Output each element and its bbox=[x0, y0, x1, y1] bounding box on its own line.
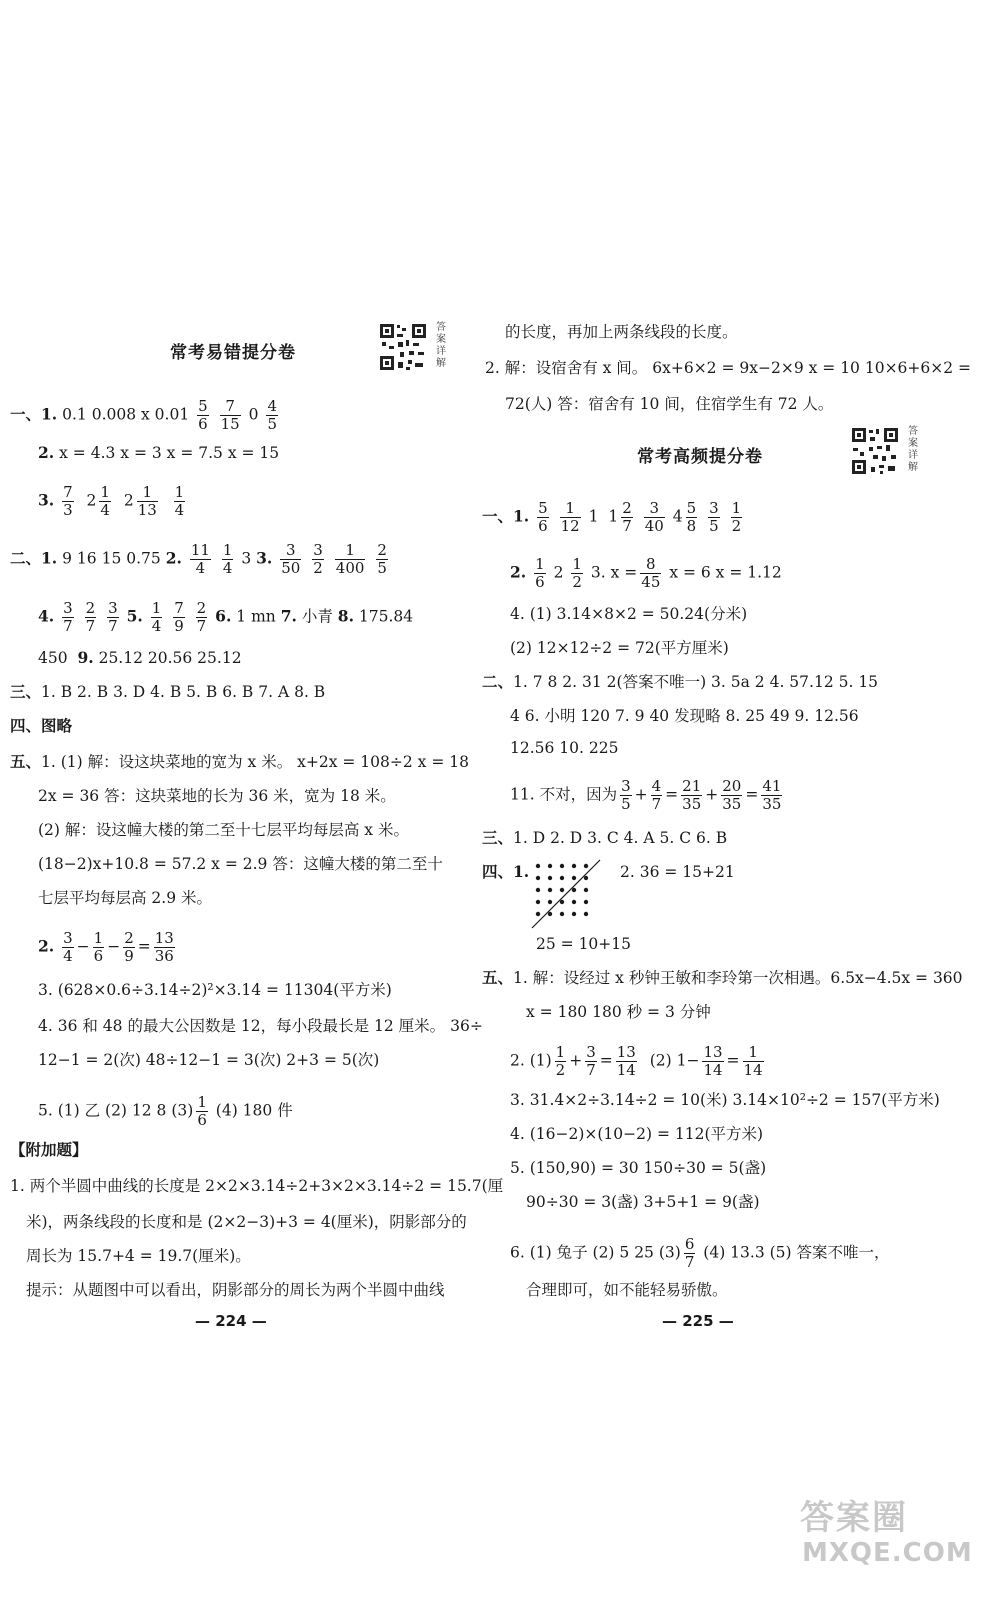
left-s5-q4a: 4. 36 和 48 的最大公因数是 12，每小段最长是 12 厘米。 36÷ bbox=[38, 1017, 483, 1035]
right-s4-caption: 25 = 10+15 bbox=[536, 935, 631, 953]
right-qr-label: 答案详解 bbox=[908, 426, 918, 473]
right-s4-q1: 四、1. bbox=[482, 862, 530, 881]
right-s1-line3: 4. (1) 3.14×8×2 = 50.24(分米) bbox=[510, 605, 748, 623]
right-s1-line1: 一、1. $\frac{5}{6}$ $\frac{1}{12}$ 1 1 $\frac{2}{7}$ $\frac{3}{40}$ 4 $\frac{5}{8}$ $\frac{3}{5}$ $\frac{1}{2}$ bbox=[482, 499, 742, 535]
right-s5-l8: 6. (1) 兔子 (2) 5 25 (3) $\frac{6}{7}$ (4) 13.3 (5) 答案不唯一， bbox=[510, 1235, 890, 1271]
right-s2-line2: 4 6. 小明 120 7. 9 40 发现略 8. 25 49 9. 12.56 bbox=[510, 707, 859, 725]
left-extra-l3: 周长为 15.7+4 = 19.7(厘米)。 bbox=[26, 1247, 251, 1265]
qr-code-icon bbox=[378, 322, 428, 372]
right-s1-line2: 2. $\frac{1}{6}$ 2 $\frac{1}{2}$ 3. x = $\frac{8}{45}$ x = 6 x = 1.12 bbox=[510, 555, 782, 591]
right-s4-q2: 2. 36 = 15+21 bbox=[620, 863, 735, 881]
right-s5-l7: 90÷30 = 3(盏) 3+5+1 = 9(盏) bbox=[526, 1193, 760, 1211]
left-extra-l4: 提示：从题图中可以看出，阴影部分的周长为两个半圆中曲线 bbox=[26, 1281, 445, 1299]
right-s3: 三、1. D 2. D 3. C 4. A 5. C 6. B bbox=[482, 828, 728, 847]
right-s2-line4: 11. 不对，因为 $\frac{3}{5}$ + $\frac{4}{7}$ = $\frac{21}{35}$ + $\frac{20}{35}$ = $\frac{41}{35}$ bbox=[510, 777, 782, 813]
right-title: 常考高频提分卷 bbox=[637, 447, 763, 467]
left-s5-q1d: (18−2)x+10.8 = 57.2 x = 2.9 答：这幢大楼的第二至十 bbox=[38, 855, 443, 873]
right-s5-l1: 五、1. 解：设经过 x 秒钟王敏和李玲第一次相遇。6.5x−4.5x = 360 bbox=[482, 968, 963, 987]
left-s5-q3: 3. (628×0.6÷3.14÷2)²×3.14 = 11304(平方米) bbox=[38, 981, 392, 999]
left-s2-line2: 4. $\frac{3}{7}$ $\frac{2}{7}$ $\frac{3}{7}$ 5. $\frac{1}{4}$ $\frac{7}{9}$ $\frac{2}{7}$ 6. 1 mn 7. 小青 8. 175.84 bbox=[38, 599, 414, 635]
right-s2-line3: 12.56 10. 225 bbox=[510, 739, 619, 757]
left-s5-q2: 2. $\frac{3}{4}$ − $\frac{1}{6}$ − $\frac{2}{9}$ = $\frac{13}{36}$ bbox=[38, 929, 174, 965]
left-page-number: — 224 — bbox=[195, 1312, 267, 1330]
right-s5-l5: 4. (16−2)×(10−2) = 112(平方米) bbox=[510, 1125, 764, 1143]
right-top1: 的长度，再加上两条线段的长度。 bbox=[505, 323, 738, 341]
left-extra-title: 【附加题】 bbox=[10, 1140, 88, 1159]
watermark-line2: MXQE.COM bbox=[802, 1538, 973, 1568]
left-extra-l1: 1. 两个半圆中曲线的长度是 2×2×3.14÷2+3×2×3.14÷2 = 15.7(厘 bbox=[10, 1177, 504, 1195]
right-s2-line1: 二、1. 7 8 2. 31 2(答案不唯一) 3. 5a 2 4. 57.12 5. 15 bbox=[482, 672, 879, 691]
right-s5-l6: 5. (150,90) = 30 150÷30 = 5(盏) bbox=[510, 1159, 767, 1177]
left-s1-q3: 3. $\frac{7}{3}$ 2 $\frac{1}{4}$ 2 $\frac{1}{13}$ $\frac{1}{4}$ bbox=[38, 483, 185, 519]
left-s5-q1a: 五、1. (1) 解：设这块菜地的宽为 x 米。 x+2x = 108÷2 x = 18 bbox=[10, 752, 469, 771]
left-s1-q1: 一、1. 0.1 0.008 x 0.01 $\frac{5}{6}$ $\frac{7}{15}$ 0 $\frac{4}{5}$ bbox=[10, 397, 278, 433]
fraction: $\frac{5}{6}$ bbox=[198, 397, 208, 433]
right-s5-l2: x = 180 180 秒 = 3 分钟 bbox=[526, 1003, 711, 1021]
right-page-number: — 225 — bbox=[662, 1312, 734, 1330]
right-s1-line4: (2) 12×12÷2 = 72(平方厘米) bbox=[510, 639, 729, 657]
fraction: $\frac{7}{15}$ bbox=[220, 397, 240, 433]
right-top2: 2. 解：设宿舍有 x 间。 6x+6×2 = 9x−2×9 x = 10 10×6+6×2 = bbox=[485, 359, 972, 377]
left-s4: 四、图略 bbox=[10, 716, 73, 735]
right-s5-l9: 合理即可，如不能轻易骄傲。 bbox=[526, 1281, 728, 1299]
left-extra-l2: 米)，两条线段的长度和是 (2×2−3)+3 = 4(厘米)，阴影部分的 bbox=[26, 1213, 467, 1231]
qr-code-icon bbox=[850, 426, 900, 476]
dot-grid-figure bbox=[530, 858, 606, 934]
watermark bbox=[800, 1490, 990, 1590]
right-page bbox=[482, 0, 1000, 1600]
watermark-line1: 答案圈 bbox=[800, 1498, 908, 1538]
right-s5-l3: 2. (1) $\frac{1}{2}$ + $\frac{3}{7}$ = $\frac{13}{14}$ (2) 1− $\frac{13}{14}$ = $\frac{1}{14}$ bbox=[510, 1043, 763, 1079]
left-s2-line3: 450 9. 25.12 20.56 25.12 bbox=[38, 648, 242, 667]
left-qr-label: 答案详解 bbox=[436, 322, 446, 369]
left-s5-q1c: (2) 解：设这幢大楼的第二至十七层平均每层高 x 米。 bbox=[38, 821, 409, 839]
left-s1-q2: 2. x = 4.3 x = 3 x = 7.5 x = 15 bbox=[38, 443, 280, 462]
left-s5-q5: 5. (1) 乙 (2) 12 8 (3) $\frac{1}{6}$ (4) 180 件 bbox=[38, 1093, 293, 1129]
left-s2-line1: 二、1. 9 16 15 0.75 2. $\frac{11}{4}$ $\frac{1}{4}$ 3 3. $\frac{3}{50}$ $\frac{3}{2}$ $\frac{1}{400}$ $\frac{2}{5}$ bbox=[10, 541, 387, 577]
left-s5-q4b: 12−1 = 2(次) 48÷12−1 = 3(次) 2+3 = 5(次) bbox=[38, 1051, 380, 1069]
left-s5-q1e: 七层平均每层高 2.9 米。 bbox=[38, 889, 213, 907]
left-s5-q1b: 2x = 36 答：这块菜地的长为 36 米，宽为 18 米。 bbox=[38, 787, 396, 805]
right-s5-l4: 3. 31.4×2÷3.14÷2 = 10(米) 3.14×10²÷2 = 157(平方米) bbox=[510, 1091, 940, 1109]
left-s3: 三、1. B 2. B 3. D 4. B 5. B 6. B 7. A 8. B bbox=[10, 682, 326, 701]
right-top3: 72(人) 答：宿舍有 10 间，住宿学生有 72 人。 bbox=[505, 395, 834, 413]
left-title: 常考易错提分卷 bbox=[170, 343, 296, 363]
fraction: $\frac{4}{5}$ bbox=[267, 397, 278, 433]
